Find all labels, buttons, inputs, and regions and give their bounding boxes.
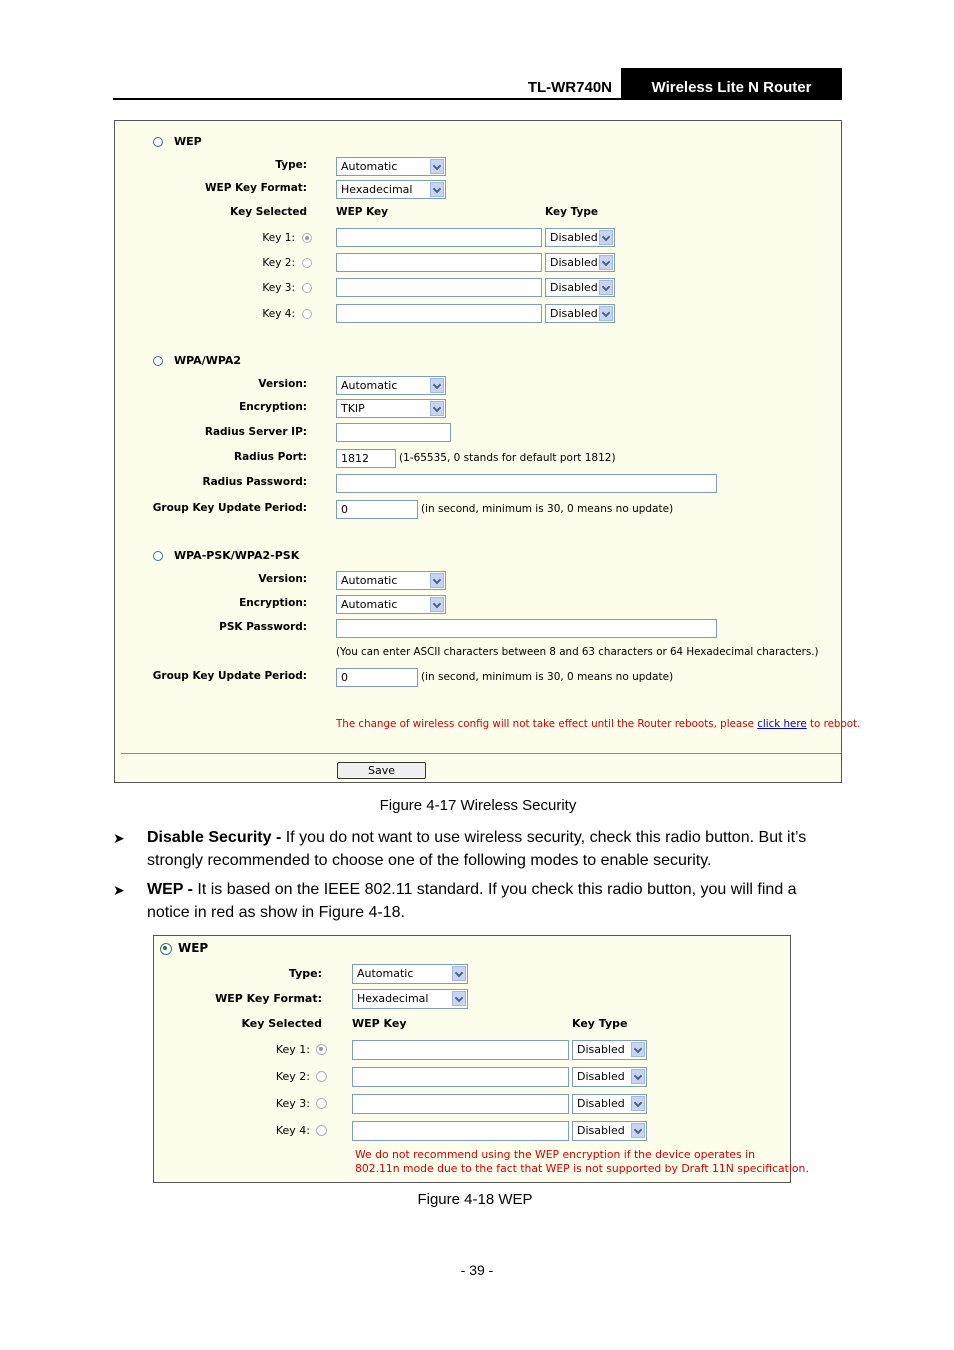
key-4-label: Key 4: — [275, 1124, 310, 1137]
bullet-disable-security: Disable Security - If you do not want to use wireless security, check this radio button. But it’s strongly recommended to choose one of the following modes to enable security. — [147, 829, 807, 869]
radius-port-hint: (1-65535, 0 stands for default port 1812) — [399, 452, 616, 464]
wpa-encryption-label: Encryption: — [239, 401, 307, 413]
wep-warning: We do not recommend using the WEP encryption if the device operates in 802.11n mode due to the fact that WEP is not supported by Draft 11N specification. — [355, 1148, 809, 1175]
key-3-label: Key 3: — [262, 282, 295, 294]
key-4-label: Key 4: — [262, 308, 295, 320]
psk-version-select[interactable]: Automatic — [336, 571, 446, 590]
key-1-label: Key 1: — [275, 1043, 310, 1056]
psk-password-input[interactable] — [336, 619, 717, 638]
radius-port-input[interactable]: 1812 — [336, 449, 396, 468]
reboot-notice: The change of wireless config will not take effect until the Router reboots, please click here to reboot. — [336, 718, 861, 730]
chevron-down-icon — [631, 1069, 645, 1084]
key-3-input[interactable] — [336, 278, 542, 297]
radius-password-input[interactable] — [336, 474, 717, 493]
chevron-down-icon — [631, 1042, 645, 1057]
wep-panel — [153, 935, 809, 1183]
bullet-term: WEP - — [147, 881, 193, 898]
wpa-radio[interactable] — [153, 356, 163, 366]
chevron-down-icon — [599, 255, 613, 270]
wireless-security-panel — [114, 120, 861, 783]
key-selected-header: Key Selected — [241, 1017, 322, 1030]
chevron-down-icon — [631, 1123, 645, 1138]
bullet-wep: WEP - It is based on the IEEE 802.11 standard. If you check this radio button, you will find a notice in red as show in Figure 4-18. — [147, 881, 797, 921]
chevron-down-icon — [599, 230, 613, 245]
wep-key-header: WEP Key — [352, 1017, 407, 1030]
panel-divider — [121, 753, 841, 754]
wep-radio-selected[interactable] — [160, 943, 172, 955]
key-3-input[interactable] — [352, 1094, 569, 1114]
model-name: TL-WR740N — [527, 79, 612, 96]
psk-password-hint: (You can enter ASCII characters between 8 and 63 characters or 64 Hexadecimal characters.) — [336, 646, 819, 658]
key-type-header: Key Type — [572, 1017, 628, 1030]
psk-password-label: PSK Password: — [219, 621, 307, 633]
key-2-input[interactable] — [336, 253, 542, 272]
chevron-down-icon — [452, 966, 466, 981]
key-1-label: Key 1: — [262, 232, 295, 244]
wep-key-format-select[interactable]: Hexadecimal — [336, 180, 446, 199]
key-3-radio[interactable] — [316, 1098, 327, 1109]
wpa-version-label: Version: — [258, 378, 307, 390]
psk-heading: WPA-PSK/WPA2-PSK — [174, 549, 300, 562]
key-3-radio[interactable] — [302, 283, 312, 293]
psk-group-key-hint: (in second, minimum is 30, 0 means no update) — [421, 671, 674, 683]
wep-heading: WEP — [178, 941, 209, 955]
wep-key-header: WEP Key — [336, 206, 389, 218]
wep-type-label: Type: — [288, 967, 322, 980]
key-1-type-select[interactable]: Disabled — [572, 1040, 647, 1060]
wpa-group-key-label: Group Key Update Period: — [152, 502, 307, 514]
radius-port-label: Radius Port: — [234, 451, 307, 463]
psk-encryption-label: Encryption: — [239, 597, 307, 609]
key-type-header: Key Type — [545, 206, 598, 218]
key-1-radio[interactable] — [302, 233, 312, 243]
wep-type-select[interactable]: Automatic — [352, 964, 468, 984]
wpa-heading: WPA/WPA2 — [174, 354, 242, 367]
key-2-type-select[interactable]: Disabled — [572, 1067, 647, 1087]
key-selected-header: Key Selected — [230, 206, 307, 218]
chevron-down-icon — [430, 401, 444, 416]
chevron-down-icon — [430, 597, 444, 612]
wpa-group-key-hint: (in second, minimum is 30, 0 means no update) — [421, 503, 674, 515]
key-2-radio[interactable] — [302, 258, 312, 268]
reboot-link[interactable]: click here — [757, 718, 807, 730]
chevron-down-icon — [452, 991, 466, 1006]
key-4-radio[interactable] — [316, 1125, 327, 1136]
key-3-type-select[interactable]: Disabled — [572, 1094, 647, 1114]
header-rule — [113, 98, 842, 100]
key-4-type-select[interactable]: Disabled — [572, 1121, 647, 1141]
wep-type-select[interactable]: Automatic — [336, 157, 446, 176]
key-4-radio[interactable] — [302, 309, 312, 319]
key-4-type-select[interactable]: Disabled — [545, 304, 615, 323]
bullet-term: Disable Security - — [147, 829, 282, 846]
page-number: - 39 - — [460, 1262, 494, 1278]
chevron-down-icon — [599, 306, 613, 321]
wep-type-label: Type: — [275, 159, 307, 171]
key-2-label: Key 2: — [262, 257, 295, 269]
chevron-down-icon — [430, 159, 444, 174]
radius-server-ip-input[interactable] — [336, 423, 451, 442]
key-2-type-select[interactable]: Disabled — [545, 253, 615, 272]
key-3-type-select[interactable]: Disabled — [545, 278, 615, 297]
psk-version-label: Version: — [258, 573, 307, 585]
chevron-down-icon — [599, 280, 613, 295]
key-2-input[interactable] — [352, 1067, 569, 1087]
chevron-down-icon — [430, 573, 444, 588]
key-2-radio[interactable] — [316, 1071, 327, 1082]
chevron-down-icon — [631, 1096, 645, 1111]
psk-radio[interactable] — [153, 551, 163, 561]
key-2-label: Key 2: — [275, 1070, 310, 1083]
wpa-group-key-input[interactable]: 0 — [336, 500, 418, 519]
chevron-down-icon — [430, 378, 444, 393]
psk-encryption-select[interactable]: Automatic — [336, 595, 446, 614]
wep-heading: WEP — [174, 135, 202, 148]
key-3-label: Key 3: — [275, 1097, 310, 1110]
save-button[interactable]: Save — [337, 762, 426, 779]
radius-password-label: Radius Password: — [202, 476, 307, 488]
wep-key-format-label: WEP Key Format: — [204, 182, 307, 194]
key-4-input[interactable] — [336, 304, 542, 323]
wep-key-format-select[interactable]: Hexadecimal — [352, 989, 468, 1009]
key-1-input[interactable] — [352, 1040, 569, 1060]
figure-4-17-caption: Figure 4-17 Wireless Security — [379, 797, 577, 814]
wep-key-format-label: WEP Key Format: — [215, 992, 322, 1005]
figure-4-18-caption: Figure 4-18 WEP — [417, 1191, 533, 1208]
key-1-input[interactable] — [336, 228, 542, 247]
key-1-type-select[interactable]: Disabled — [545, 228, 615, 247]
chevron-down-icon — [430, 182, 444, 197]
radius-server-ip-label: Radius Server IP: — [204, 426, 307, 438]
bullet-arrow-icon: ➤ — [113, 882, 125, 898]
bullet-arrow-icon: ➤ — [113, 830, 125, 846]
wep-radio[interactable] — [153, 137, 163, 147]
document-title: Wireless Lite N Router — [621, 68, 842, 98]
psk-group-key-label: Group Key Update Period: — [152, 670, 307, 682]
wpa-version-select[interactable]: Automatic — [336, 376, 446, 395]
key-1-radio[interactable] — [316, 1044, 327, 1055]
psk-group-key-input[interactable]: 0 — [336, 668, 418, 687]
key-4-input[interactable] — [352, 1121, 569, 1141]
wpa-encryption-select[interactable]: TKIP — [336, 399, 446, 418]
